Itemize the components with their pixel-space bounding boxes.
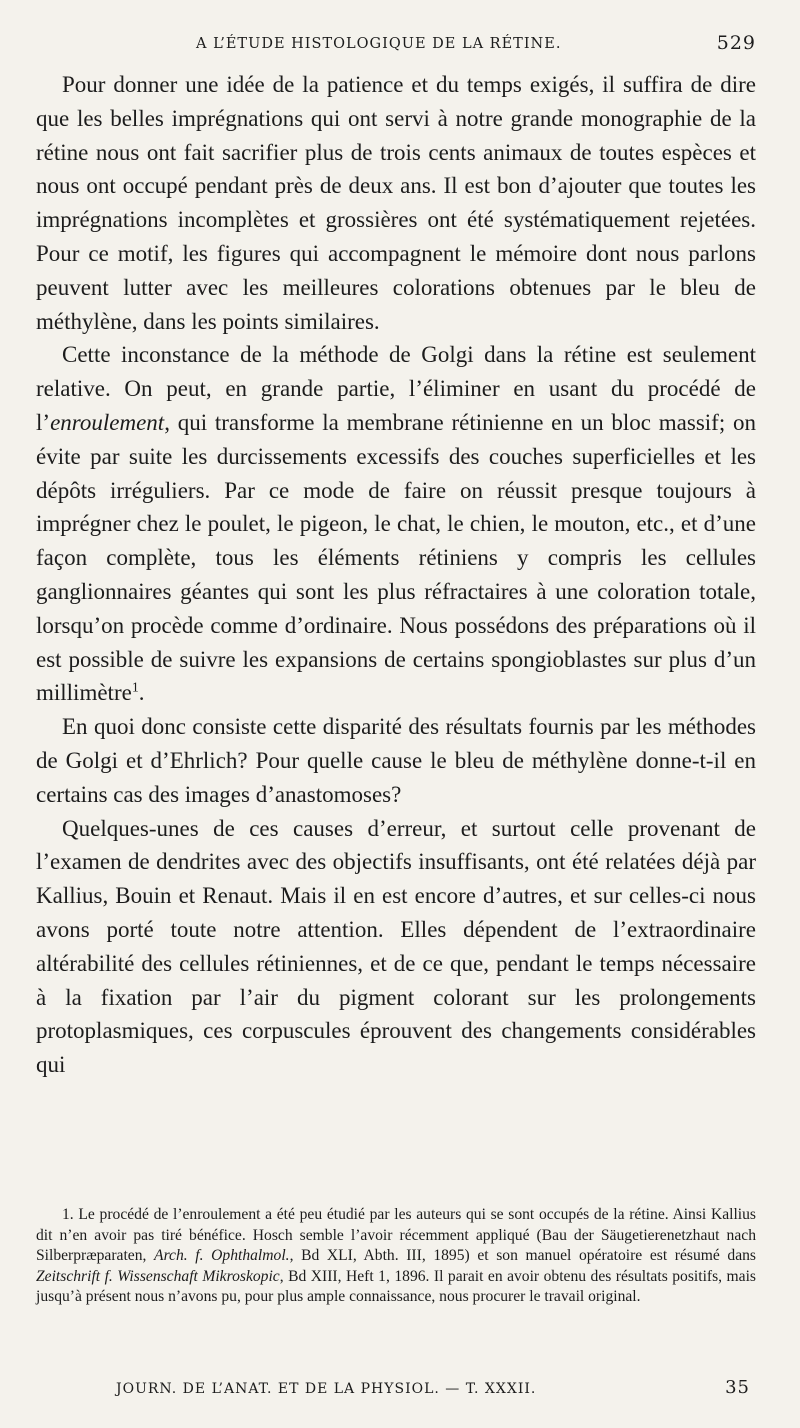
footnote-1: [36, 1205, 756, 1308]
paragraph-2-part-a: Cette inconstance de la méthode de Golgi dans la rétine est seulement relative. On peut, en grande partie, l’éliminer en usant du procédé de l’: [36, 342, 756, 435]
footnote-citation-journal: Arch. f. Ophthalmol.: [154, 1247, 290, 1265]
paragraph-1: Pour donner une idée de la patience et du temps exigés, il suffira de dire que les belles imprégnations qui ont servi à notre grande monographie de la rétine nous ont fait sacrifier plus de trois cents animaux de toutes espèces et nous ont occupé pendant près de deux ans. Il est bon d’ajouter que toutes les imprégnations incomplètes et grossières ont été systématiquement rejetées. Pour ce motif, les figures qui accompagnent le mémoire dont nous parlons peuvent lutter avec les meilleures colorations obtenues par le bleu de méthylène, dans les points similaires.: [36, 72, 756, 334]
paragraph-4: Quelques-unes de ces causes d’erreur, et surtout celle provenant de l’examen de dendrites avec des objectifs insuffisants, ont été relatées déjà par Kallius, Bouin et Renaut. Mais il en est encore d’autres, et sur celles-ci nous avons porté toute notre attention. Elles dépendent de l’extraordinaire altérabilité des cellules rétiniennes, et de ce que, pendant le temps nécessaire à la fixation par l’air du pigment colorant sur les prolongements protoplasmiques, ces corpuscules éprouvent des changements considérables qui: [36, 815, 756, 1078]
footnote-part-a: 1. Le procédé de l’enroulement a été peu étudié par les auteurs qui se sont occupés de la rétine. Ainsi Kallius dit n’en avoir pas tiré bénéfice. Hosch semble l’avoir récemment appliqué (Bau der Säugetierenetzhaut nach Silberpræparaten,: [36, 1206, 756, 1265]
journal-line: JOURN. DE L’ANAT. ET DE LA PHYSIOL. — T. XXXII.: [116, 1381, 537, 1397]
page-number: 529: [716, 32, 756, 54]
paragraph-2-end: .: [138, 680, 145, 706]
paragraph-2-part-b: , qui transforme la membrane rétinienne en un bloc massif; on évite par suite les durcissements excessifs des couches superficielles et les dépôts irréguliers. Par ce mode de faire on réussit presque toujours à imprégner chez le poulet, le pigeon, le chat, le chien, le mouton, etc., et d’une façon complète, tous les éléments rétiniens y compris les cellules ganglionnaires géantes qui sont les plus réfractaires à une coloration totale, lorsqu’on procède comme d’ordinaire. Nous possédons des préparations où il est possible de suivre les expansions de certains spongioblastes sur plus d’un millimètre: [36, 409, 756, 706]
footnote-part-b: , Bd XLI, Abth. III, 1895) et son manuel opératoire est résumé dans: [289, 1247, 757, 1265]
paragraph-2: [36, 338, 756, 710]
paragraph-3: En quoi donc consiste cette disparité des résultats fournis par les méthodes de Golgi et d’Ehrlich? Pour quelle cause le bleu de méthylène donne-t-il en certains cas des images d’anastomoses?: [36, 714, 756, 807]
footnote-block: [36, 1205, 756, 1308]
running-title: A L’ÉTUDE HISTOLOGIQUE DE LA RÉTINE.: [196, 36, 562, 52]
footnote-marker[interactable]: 1: [131, 679, 139, 695]
page-footer: [36, 1377, 756, 1401]
emphasis-enroulement: enroulement: [50, 409, 165, 435]
main-text: [36, 68, 756, 1082]
footnote-part-c: , Bd XIII, Heft 1, 1896. Il parait en avoir obtenu des résultats positifs, mais jusqu’à présent nous n’avons pu, pour plus ample connaissance, nous procurer le travail original.: [36, 1267, 756, 1306]
page-header: [36, 28, 756, 62]
signature-mark: 35: [725, 1377, 750, 1398]
footnote-citation-zeitschrift: Zeitschrift f. Wissenschaft Mikroskopic: [36, 1267, 280, 1285]
